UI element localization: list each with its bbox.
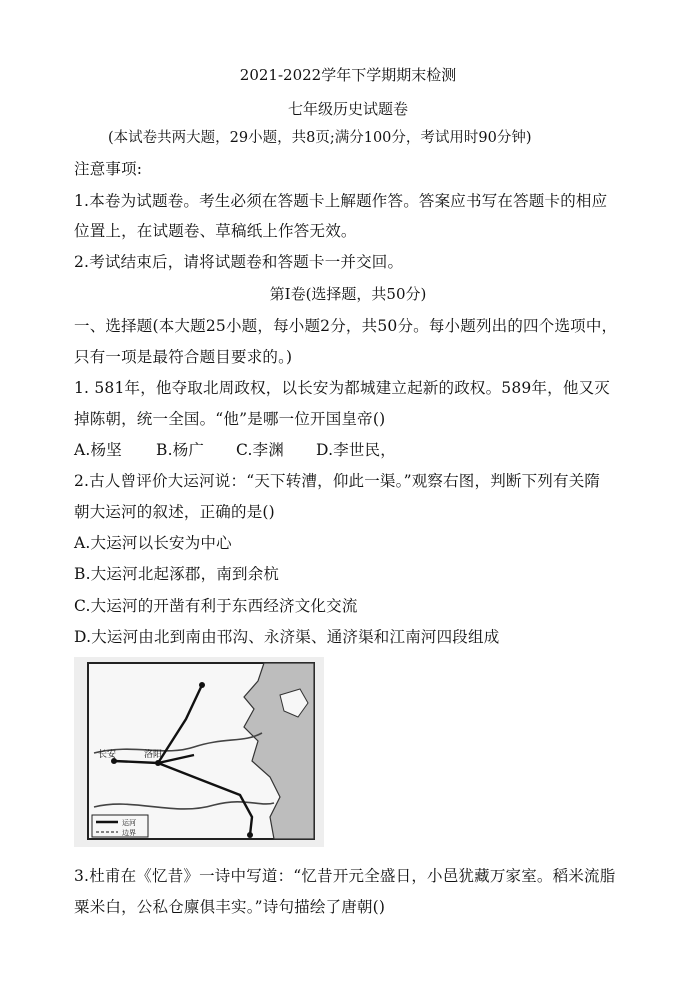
q2-line-1: 2.古人曾评价大运河说：“天下转漕，仰此一渠。”观察右图，判断下列有关隋 [74,472,601,490]
notice-heading: 注意事项: [74,160,143,178]
q2-option-a: A.大运河以长安为中心 [74,534,232,552]
q3-line-1: 3.杜甫在《忆昔》一诗中写道：“忆昔开元全盛日，小邑犹藏万家室。稻米流脂 [74,867,616,885]
map-label-changan: 长安 [98,750,117,760]
luoyang-dot [155,760,161,766]
q3-line-2: 粟米白，公私仓廪俱丰实。”诗句描绘了唐朝() [74,898,386,916]
exam-subtitle: 七年级历史试题卷 [287,100,408,118]
q1-option-d: D.李世民， [316,441,397,459]
exam-note: (本试卷共两大题，29小题，共8页;满分100分，考试用时90分钟) [108,130,532,146]
q2-line-2: 朝大运河的叙述，正确的是() [74,503,275,521]
q1-line-2: 掉陈朝，统一全国。“他”是哪一位开国皇帝() [74,410,386,428]
q1-option-a: A.杨坚 [74,441,122,459]
notice-item-2: 2.考试结束后，请将试题卷和答题卡一并交回。 [74,253,404,271]
map-legend [92,815,148,837]
q1-line-1: 1. 581年，他夺取北周政权，以长安为都城建立起新的政权。589年，他又灭 [74,379,610,397]
map-label-luoyang: 洛阳 [144,750,163,760]
section-intro-line-1: 一、选择题(本大题25小题，每小题2分，共50分。每小题列出的四个选项中， [74,317,618,335]
q1-option-c: C.李渊 [236,441,285,459]
q1-option-b: B.杨广 [156,441,205,459]
notice-item-1-line-2: 位置上，在试题卷、草稿纸上作答无效。 [74,222,357,240]
notice-item-1-line-1: 1.本卷为试题卷。考生必须在答题卡上解题作答。答案应书写在答题卡的相应 [74,192,608,210]
q1-options [74,438,396,460]
section-title: 第Ⅰ卷(选择题，共50分) [269,285,427,303]
q2-option-b: B.大运河北起涿郡，南到余杭 [74,565,280,583]
legend-border-label: 边界 [122,829,136,837]
legend-canal-label: 运河 [122,819,136,827]
grand-canal-map [74,657,324,847]
yuhang-dot [247,832,253,838]
q2-option-c: C.大运河的开凿有利于东西经济文化交流 [74,597,358,615]
section-intro-line-2: 只有一项是最符合题目要求的。) [74,348,293,366]
zhuojun-dot [199,682,205,688]
q2-option-d: D.大运河由北到南由邗沟、永济渠、通济渠和江南河四段组成 [74,628,500,646]
exam-title: 2021-2022学年下学期期末检测 [239,66,457,84]
